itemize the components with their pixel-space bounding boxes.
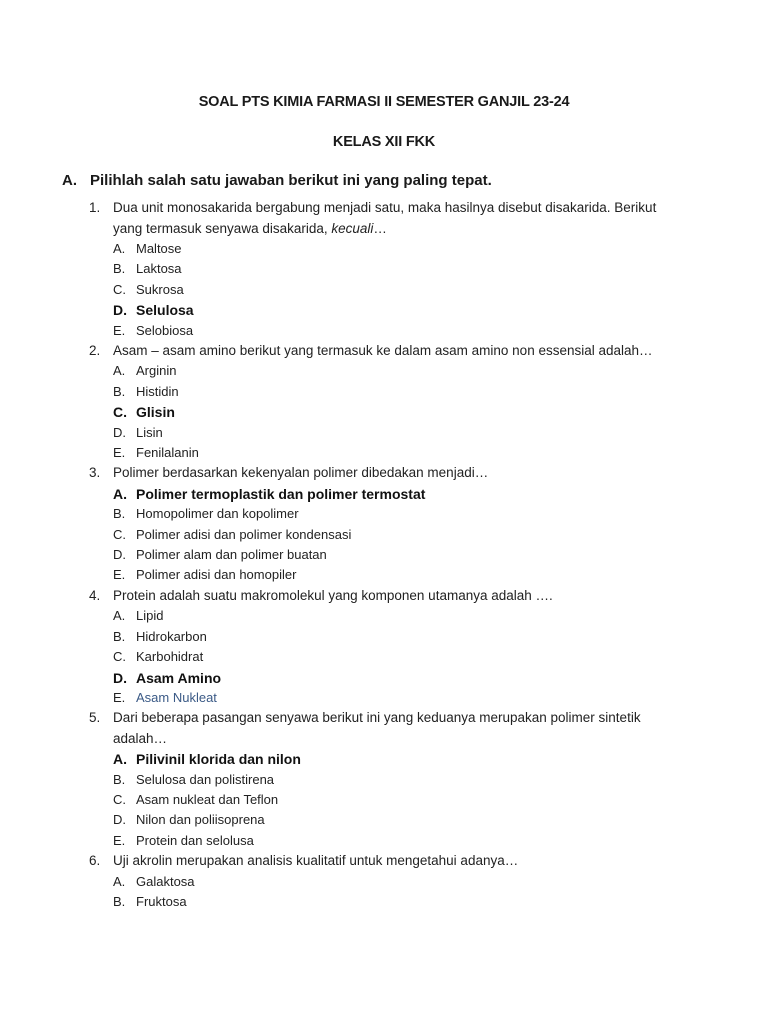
- section-text: Pilihlah salah satu jawaban berikut ini yang paling tepat.: [90, 172, 492, 189]
- option-text: Polimer adisi dan polimer kondensasi: [136, 526, 352, 542]
- option-text: Glisin: [136, 404, 175, 421]
- question-number: 3.: [89, 465, 101, 481]
- option-text: Selobiosa: [136, 322, 194, 338]
- option-text: Maltose: [136, 241, 182, 256]
- option-letter: E.: [113, 322, 126, 338]
- answer-option: [0, 627, 768, 647]
- option-letter: A.: [113, 363, 126, 379]
- option-text: Lipid: [136, 608, 164, 624]
- option-text: Karbohidrat: [136, 649, 204, 665]
- question-list: [0, 198, 768, 913]
- option-letter: D.: [113, 302, 127, 319]
- option-letter: A.: [113, 241, 126, 256]
- question-text-main: Polimer berdasarkan kekenyalan polimer dibedakan menjadi…: [113, 465, 489, 481]
- answer-option: [0, 443, 768, 463]
- question-text: [113, 198, 673, 239]
- option-letter: E.: [113, 832, 126, 848]
- question-text-tail: …: [373, 220, 387, 236]
- answer-option: [0, 810, 768, 830]
- answer-option[interactable]: [0, 688, 768, 708]
- question-text: [113, 341, 673, 362]
- question-text: [113, 463, 673, 484]
- option-letter: A.: [113, 608, 126, 624]
- answer-option: [0, 504, 768, 524]
- answer-option: [0, 239, 768, 259]
- answer-option: [0, 831, 768, 851]
- option-text: Galaktosa: [136, 873, 195, 889]
- question-number: 4.: [89, 587, 101, 603]
- answer-option: [0, 259, 768, 279]
- question-item: [0, 708, 768, 851]
- option-letter: A.: [113, 873, 126, 889]
- answer-option: [0, 321, 768, 341]
- document-title: SOAL PTS KIMIA FARMASI II SEMESTER GANJIL 23-24: [198, 94, 570, 110]
- option-text: Histidin: [136, 383, 179, 399]
- option-text: Fenilalanin: [136, 445, 199, 461]
- question-text-emphasis: kecuali: [331, 220, 374, 236]
- question-item: [0, 586, 768, 708]
- option-text: Nilon dan poliisoprena: [136, 812, 265, 828]
- answer-option-correct: [0, 402, 768, 422]
- option-text: Homopolimer dan kopolimer: [136, 506, 299, 522]
- option-letter: E.: [113, 445, 126, 461]
- option-letter: C.: [113, 404, 127, 421]
- question-item: [0, 851, 768, 912]
- option-text: Lisin: [136, 424, 163, 440]
- section-letter: A.: [62, 172, 77, 189]
- option-text: Asam Amino: [136, 669, 222, 686]
- question-number: 6.: [89, 853, 101, 869]
- option-text: Fruktosa: [136, 894, 187, 910]
- answer-option-correct: [0, 300, 768, 320]
- option-text: Polimer termoplastik dan polimer termostat: [136, 485, 426, 502]
- option-text: Arginin: [136, 363, 177, 379]
- answer-option: [0, 770, 768, 790]
- option-text: Laktosa: [136, 261, 182, 277]
- answer-option: [0, 606, 768, 626]
- option-text: Sukrosa: [136, 281, 184, 297]
- option-text: Hidrokarbon: [136, 628, 207, 644]
- answer-option: [0, 525, 768, 545]
- option-letter: B.: [113, 771, 126, 787]
- option-letter: C.: [113, 526, 126, 542]
- option-text: Pilivinil klorida dan nilon: [136, 751, 301, 768]
- question-item: [0, 341, 768, 463]
- option-text: Selulosa dan polistirena: [136, 771, 275, 787]
- question-number: 5.: [89, 710, 101, 726]
- section-instruction: [62, 172, 492, 189]
- class-label: KELAS XII FKK: [332, 134, 436, 150]
- answer-option-correct: [0, 484, 768, 504]
- question-text-main: Uji akrolin merupakan analisis kualitatif untuk mengetahui adanya…: [113, 853, 519, 869]
- option-letter: A.: [113, 485, 127, 502]
- question-text-main: Dua unit monosakarida bergabung menjadi satu, maka hasilnya disebut disakarida. Berikut yang termasuk senyawa disakarida,: [113, 200, 657, 236]
- option-letter: A.: [113, 751, 127, 768]
- option-letter: D.: [113, 424, 126, 440]
- option-text: Polimer adisi dan homopiler: [136, 567, 297, 583]
- answer-option: [0, 361, 768, 381]
- option-letter: D.: [113, 812, 126, 828]
- answer-option-correct: [0, 749, 768, 769]
- option-text: Protein dan selolusa: [136, 832, 254, 848]
- question-text-main: Dari beberapa pasangan senyawa berikut ini yang keduanya merupakan polimer sintetik adalah…: [113, 710, 641, 746]
- option-letter: B.: [113, 261, 126, 277]
- option-letter: D.: [113, 669, 127, 686]
- answer-option: [0, 647, 768, 667]
- option-text: Selulosa: [136, 302, 194, 319]
- option-letter: E.: [113, 689, 126, 705]
- answer-option: [0, 545, 768, 565]
- question-text: [113, 851, 673, 872]
- answer-option: [0, 280, 768, 300]
- option-letter: B.: [113, 506, 126, 522]
- question-number: 1.: [89, 200, 101, 215]
- option-letter: D.: [113, 547, 126, 563]
- option-letter: B.: [113, 383, 126, 399]
- option-letter: C.: [113, 281, 126, 297]
- answer-option: [0, 423, 768, 443]
- question-item: [0, 198, 768, 341]
- option-link[interactable]: Asam Nukleat: [136, 689, 217, 705]
- question-text-main: Protein adalah suatu makromolekul yang komponen utamanya adalah ….: [113, 587, 553, 603]
- option-text: Polimer alam dan polimer buatan: [136, 547, 327, 563]
- option-letter: B.: [113, 894, 126, 910]
- question-item: [0, 463, 768, 585]
- question-number: 2.: [89, 342, 101, 358]
- option-letter: C.: [113, 649, 126, 665]
- option-text: Asam nukleat dan Teflon: [136, 792, 279, 808]
- option-letter: B.: [113, 628, 126, 644]
- question-text: [113, 586, 673, 607]
- answer-option: [0, 790, 768, 810]
- question-text: [113, 708, 673, 749]
- answer-option: [0, 872, 768, 892]
- answer-option: [0, 565, 768, 585]
- answer-option-correct: [0, 668, 768, 688]
- option-letter: C.: [113, 792, 126, 808]
- answer-option: [0, 892, 768, 912]
- option-letter: E.: [113, 567, 126, 583]
- answer-option: [0, 382, 768, 402]
- question-text-main: Asam – asam amino berikut yang termasuk ke dalam asam amino non essensial adalah…: [113, 342, 653, 358]
